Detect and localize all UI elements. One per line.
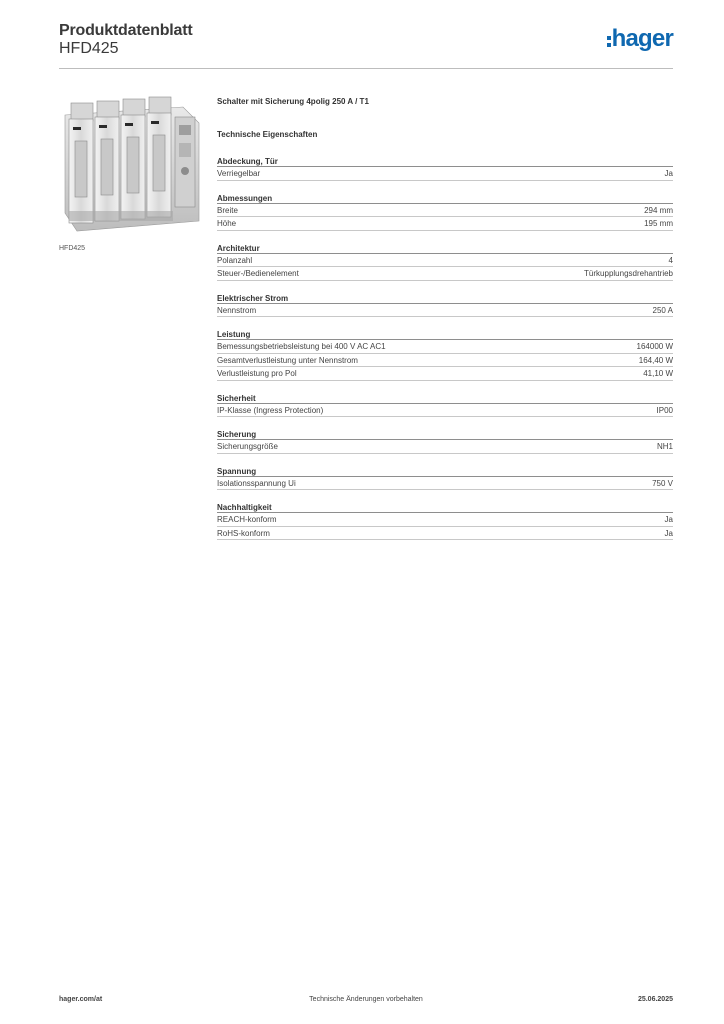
properties-heading: Technische Eigenschaften: [217, 130, 318, 139]
property-value: 41,10 W: [643, 369, 673, 378]
section-title: Nachhaltigkeit: [217, 502, 673, 513]
property-label: Breite: [217, 205, 238, 215]
property-value: 164,40 W: [638, 355, 673, 365]
document-title: Produktdatenblatt: [59, 22, 193, 39]
property-section: [217, 393, 673, 418]
property-section: [217, 156, 673, 181]
property-value: Türkupplungsdrehantrieb: [584, 269, 673, 278]
property-section: [217, 466, 673, 491]
section-title: Abmessungen: [217, 193, 673, 204]
property-value: 164000 W: [636, 342, 673, 351]
property-section: [217, 243, 673, 281]
page-header: [59, 20, 673, 70]
property-row: [217, 304, 673, 318]
property-value: NH1: [656, 442, 673, 451]
logo-colon-icon: [607, 36, 611, 47]
product-description: Schalter mit Sicherung 4polig 250 A / T1: [217, 97, 369, 106]
property-value: 250 A: [652, 305, 673, 315]
property-value: 4: [668, 255, 673, 265]
property-label: Verlustleistung pro Pol: [217, 369, 297, 378]
property-value: IP00: [656, 405, 673, 415]
property-row: [217, 354, 673, 368]
property-row: [217, 204, 673, 218]
property-value: Ja: [664, 528, 673, 538]
section-title: Abdeckung, Tür: [217, 156, 673, 167]
property-row: [217, 440, 673, 454]
product-code: HFD425: [59, 40, 119, 57]
section-title: Sicherheit: [217, 393, 673, 404]
section-title: Leistung: [217, 329, 673, 340]
property-value: 294 mm: [644, 205, 673, 215]
property-label: RoHS-konform: [217, 528, 270, 538]
footer-website: hager.com/at: [59, 996, 103, 1003]
property-label: Nennstrom: [217, 305, 257, 315]
property-label: Steuer-/Bedienelement: [217, 269, 299, 278]
image-caption: HFD425: [59, 245, 86, 252]
property-row: [217, 167, 673, 181]
property-label: Verriegelbar: [217, 169, 261, 178]
property-row: [217, 527, 673, 541]
property-label: Sicherungsgröße: [217, 442, 278, 451]
property-label: IP-Klasse (Ingress Protection): [217, 405, 324, 415]
section-title: Architektur: [217, 243, 673, 254]
property-row: [217, 254, 673, 268]
property-value: 750 V: [652, 478, 673, 488]
property-label: Polanzahl: [217, 255, 253, 265]
property-label: Höhe: [217, 219, 237, 228]
property-label: Isolationsspannung Ui: [217, 478, 296, 488]
property-section: [217, 329, 673, 381]
datasheet-content: [217, 96, 673, 540]
property-label: Gesamtverlustleistung unter Nennstrom: [217, 355, 358, 365]
logo-wordmark: hager: [611, 25, 673, 52]
header-divider: [59, 68, 673, 69]
footer-date: 25.06.2025: [637, 996, 673, 1003]
property-value: Ja: [664, 169, 673, 178]
property-row: [217, 404, 673, 418]
property-row: [217, 340, 673, 354]
property-label: REACH-konform: [217, 515, 277, 524]
section-title: Sicherung: [217, 429, 673, 440]
property-row: [217, 267, 673, 281]
property-value: 195 mm: [644, 219, 673, 228]
page-footer: [59, 996, 673, 1010]
property-section: [217, 293, 673, 318]
property-section: [217, 502, 673, 540]
property-section: [217, 429, 673, 454]
footer-notice: Technische Änderungen vorbehalten: [309, 996, 423, 1003]
property-row: [217, 217, 673, 231]
product-image: [59, 93, 204, 236]
hager-logo: [607, 26, 673, 52]
property-row: [217, 513, 673, 527]
section-title: Elektrischer Strom: [217, 293, 673, 304]
property-section: [217, 193, 673, 231]
property-sections: [217, 156, 673, 540]
property-label: Bemessungsbetriebsleistung bei 400 V AC AC1: [217, 342, 386, 351]
section-title: Spannung: [217, 466, 673, 477]
property-row: [217, 367, 673, 381]
property-value: Ja: [664, 515, 673, 524]
property-row: [217, 477, 673, 491]
fuse-switch-icon: [59, 93, 204, 236]
